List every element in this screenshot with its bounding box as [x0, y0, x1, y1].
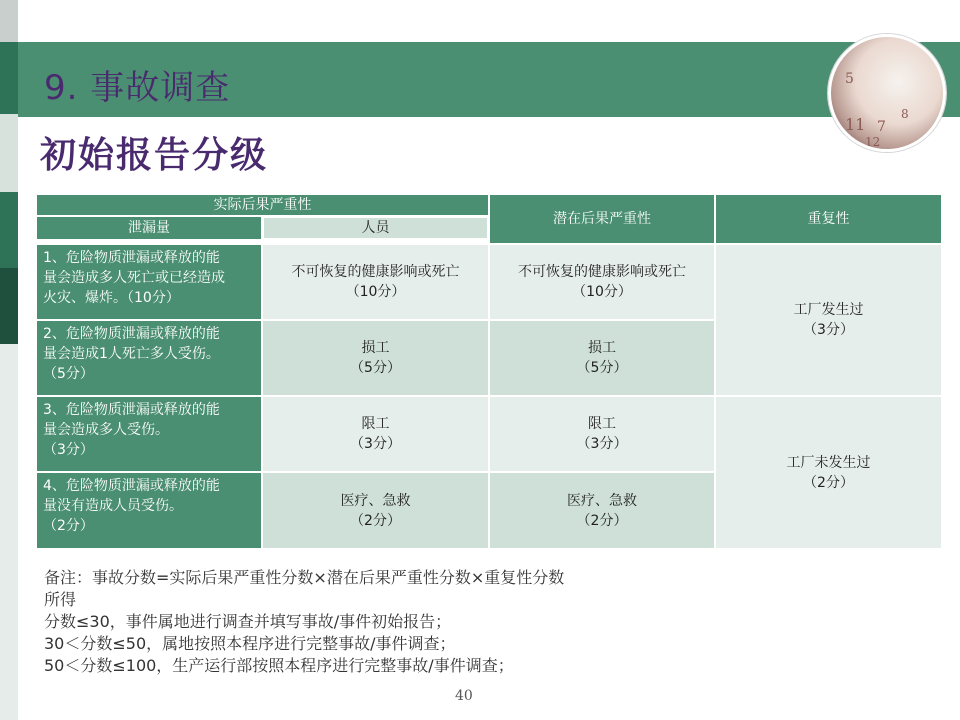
cell-line: 医疗、急救 — [567, 492, 637, 509]
cell-line: 工厂发生过 — [793, 302, 864, 318]
page-number: 40 — [455, 688, 473, 704]
decor-stripe — [0, 0, 18, 42]
photo-number: 11 — [845, 115, 866, 134]
cell-line: 工厂未发生过 — [786, 454, 871, 471]
cell-line: （3分） — [803, 322, 854, 338]
personnel-cell — [262, 396, 489, 472]
row-label-line: （3分） — [43, 442, 94, 458]
cell-line: 限工 — [361, 416, 390, 432]
photo-number: 7 — [877, 119, 886, 135]
row-label-line: 量会造成多人受伤。 — [43, 422, 169, 438]
decor-stripe — [0, 268, 18, 344]
photo-number: 12 — [865, 135, 881, 149]
potential-cell — [489, 320, 715, 396]
cell-line: 不可恢复的健康影响或死亡 — [518, 264, 686, 280]
decor-stripe — [0, 192, 18, 268]
row-label-line: 1、危险物质泄漏或释放的能 — [43, 250, 220, 266]
cell-line: （3分） — [350, 436, 401, 452]
note-line: 分数≤30，事件属地进行调查并填写事故/事件初始报告； — [44, 612, 452, 631]
row-label-line: （5分） — [43, 366, 94, 382]
personnel-cell — [262, 320, 489, 396]
photo-number: 8 — [901, 107, 909, 121]
row-label-line: （2分） — [43, 518, 94, 534]
header-personnel: 人员 — [262, 216, 489, 240]
potential-cell — [489, 472, 715, 549]
header-potential-severity: 潜在后果严重性 — [489, 194, 715, 244]
personnel-cell — [262, 244, 489, 320]
row-label-line: 4、危险物质泄漏或释放的能 — [43, 478, 220, 494]
slide-subtitle: 初始报告分级 — [40, 135, 269, 176]
cell-line: 损工 — [587, 340, 616, 356]
row-label — [36, 472, 262, 549]
row-label-line: 量会造成多人死亡或已经造成 — [43, 270, 225, 286]
cell-line: （2分） — [350, 512, 401, 529]
row-label — [36, 320, 262, 396]
note-line: 30＜分数≤50，属地按照本程序进行完整事故/事件调查； — [44, 634, 456, 653]
repeat-not-occurred-cell — [715, 396, 942, 549]
header-spill-volume: 泄漏量 — [36, 216, 262, 240]
section-title: 9. 事故调查 — [44, 68, 231, 108]
cell-line: 限工 — [587, 416, 616, 432]
decor-stripe — [0, 114, 18, 192]
note-line: 备注：事故分数=实际后果严重性分数×潜在后果严重性分数×重复性分数 — [44, 568, 565, 587]
row-label-line: 量没有造成人员受伤。 — [43, 498, 183, 514]
potential-cell — [489, 396, 715, 472]
cell-line: （5分） — [350, 360, 401, 376]
personnel-cell — [262, 472, 489, 549]
row-label-line: 量会造成1人死亡多人受伤。 — [43, 346, 220, 362]
row-label — [36, 244, 262, 320]
cell-line: 损工 — [361, 340, 390, 356]
row-label-line: 3、危险物质泄漏或释放的能 — [43, 402, 220, 418]
note-line: 50＜分数≤100，生产运行部按照本程序进行完整事故/事件调查； — [44, 656, 514, 675]
row-label-line: 2、危险物质泄漏或释放的能 — [43, 326, 220, 342]
decor-stripe — [0, 42, 18, 114]
header-actual-severity: 实际后果严重性 — [36, 194, 489, 216]
grading-table — [36, 194, 942, 549]
repeat-occurred-cell — [715, 244, 942, 396]
cell-line: （2分） — [803, 474, 854, 491]
row-label — [36, 396, 262, 472]
note-line: 所得 — [44, 590, 77, 609]
header-repeatability: 重复性 — [715, 194, 942, 244]
cell-line: （10分） — [345, 284, 406, 300]
cell-line: （10分） — [572, 284, 632, 300]
cell-line: 不可恢复的健康影响或死亡 — [291, 264, 460, 280]
potential-cell — [489, 244, 715, 320]
cell-line: （3分） — [576, 436, 628, 452]
cell-line: （2分） — [576, 512, 628, 529]
photo-number: 5 — [845, 71, 854, 87]
decor-stripe — [0, 344, 18, 720]
row-label-line: 火灾、爆炸。（10分） — [43, 290, 180, 306]
decor-photo-image — [828, 34, 946, 152]
cell-line: 医疗、急救 — [340, 492, 411, 509]
cell-line: （5分） — [576, 360, 628, 376]
notes-block — [44, 567, 564, 677]
